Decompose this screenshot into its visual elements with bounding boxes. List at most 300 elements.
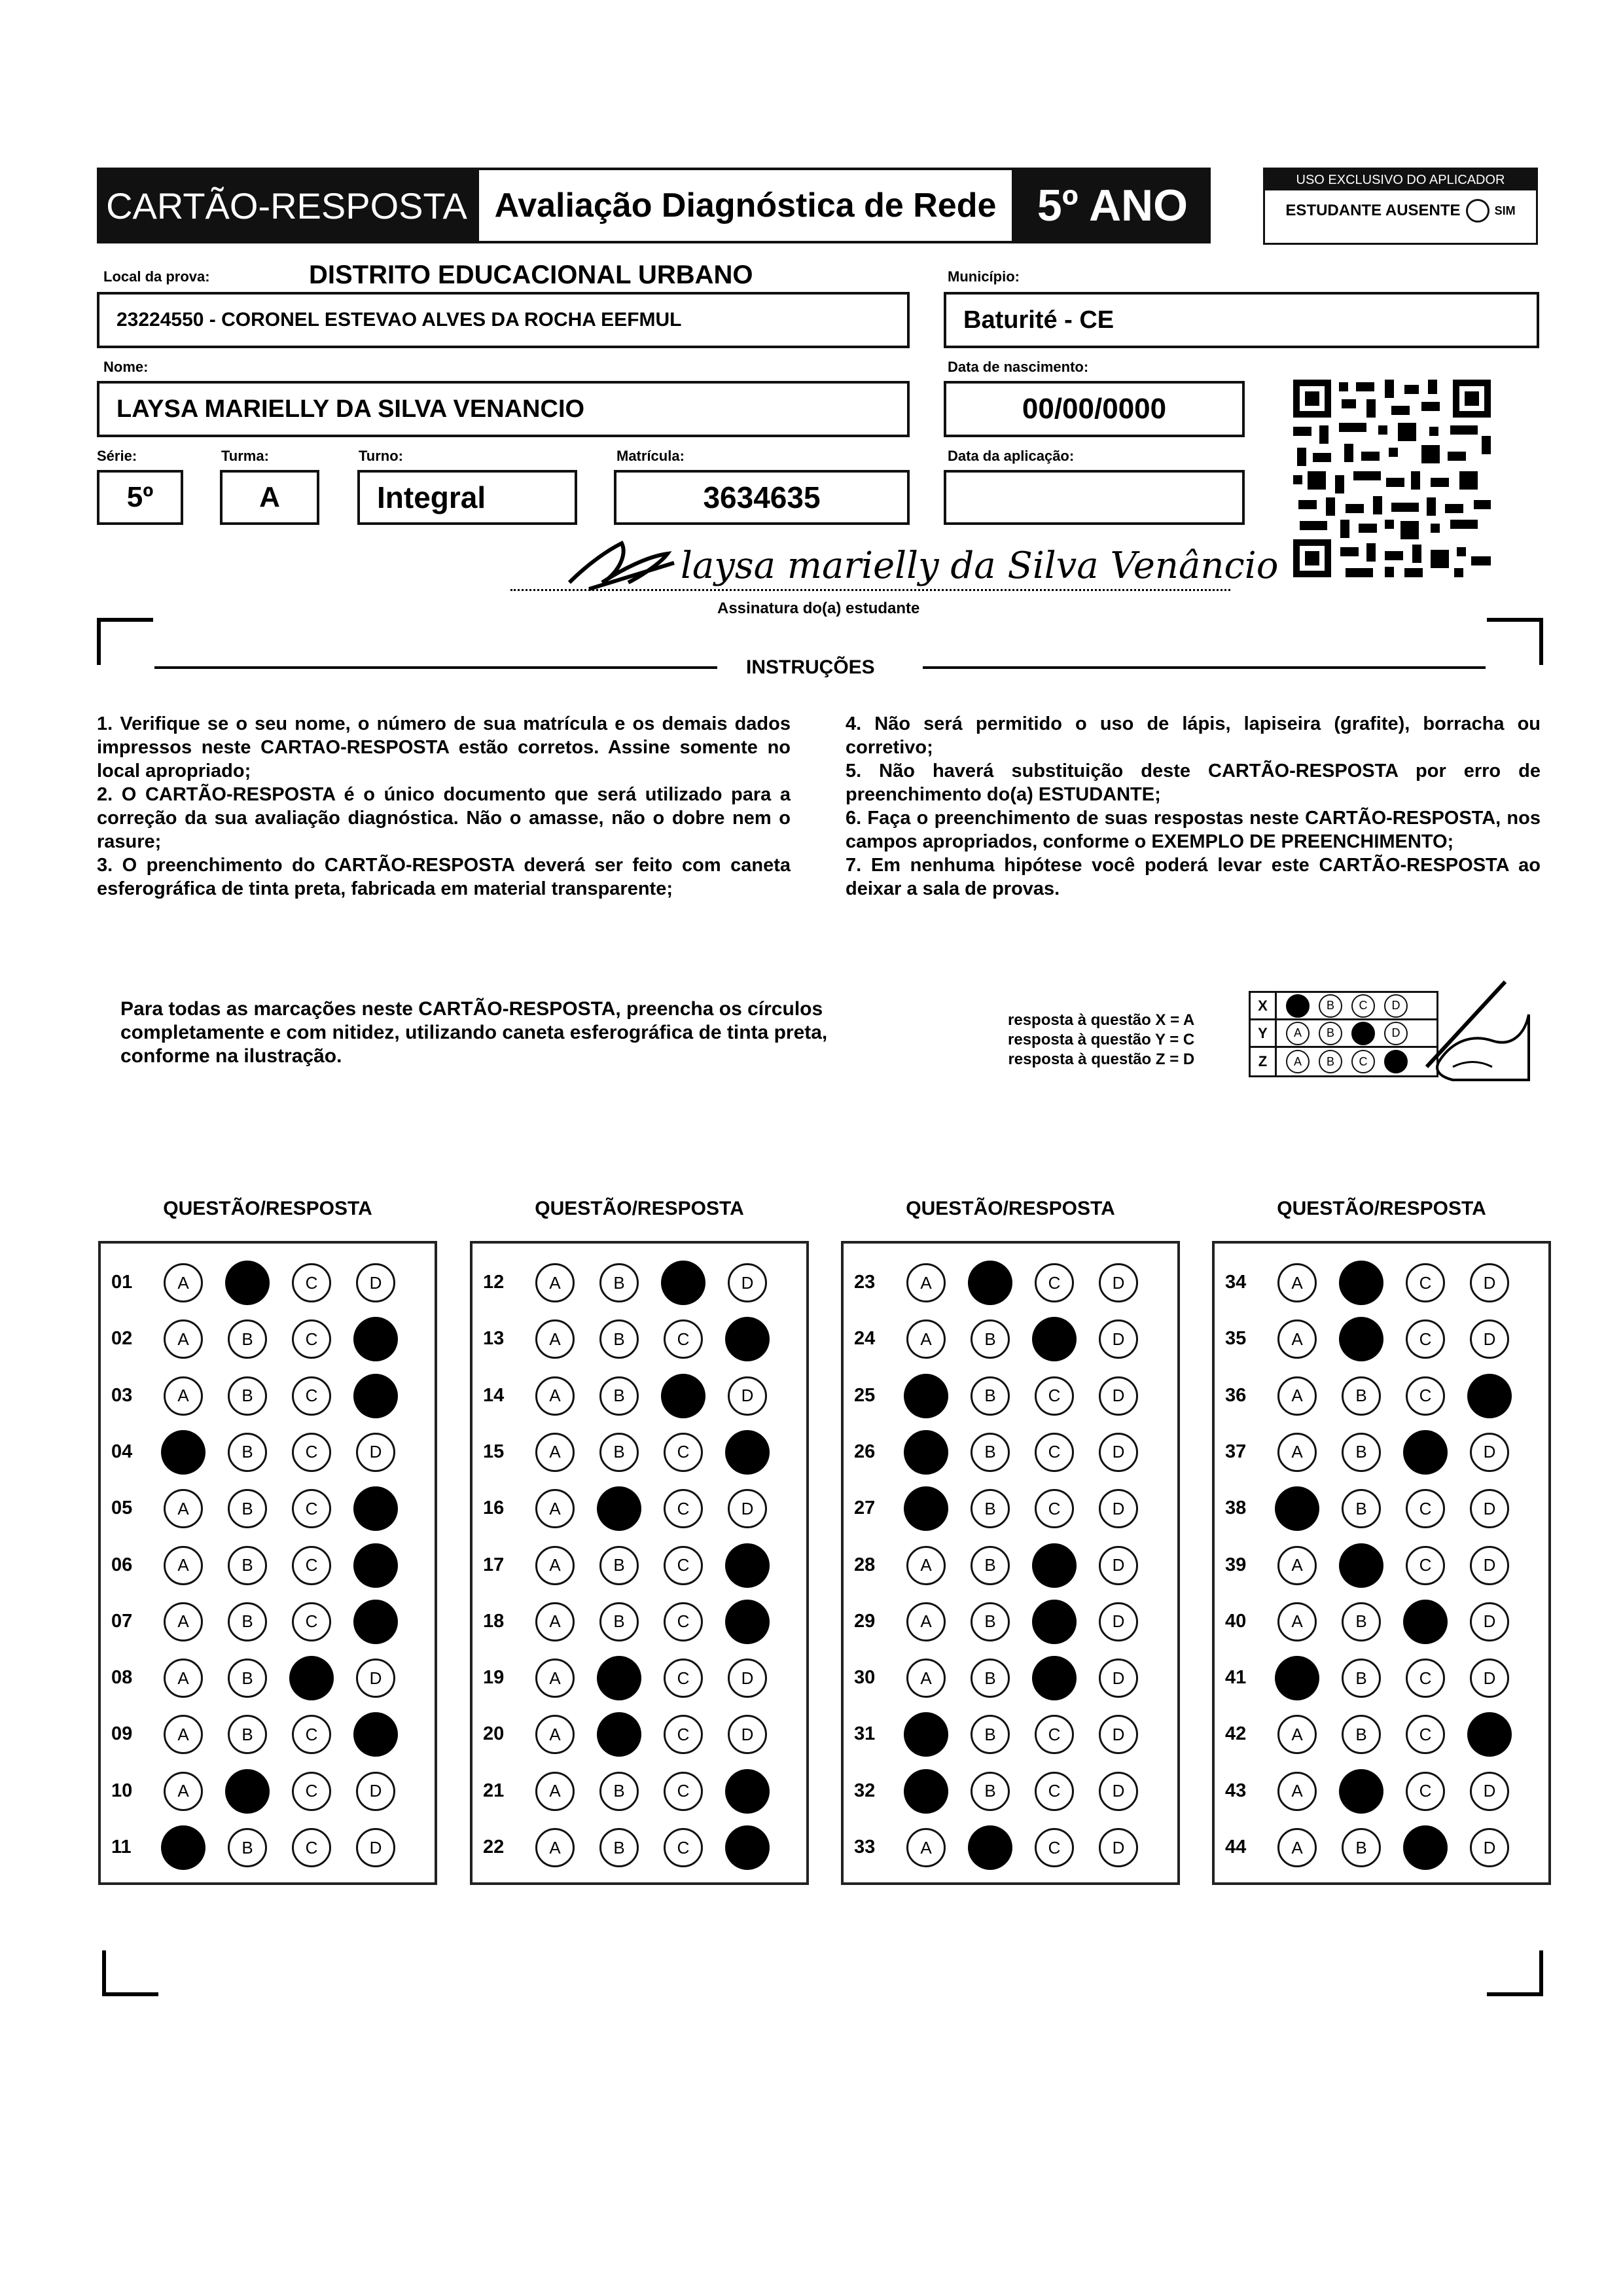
answer-bubble-b[interactable]: B: [228, 1715, 267, 1754]
example-row-y: [1251, 1020, 1436, 1048]
answer-bubble-a[interactable]: A: [535, 1546, 575, 1585]
answer-bubble-a[interactable]: A: [906, 1602, 946, 1641]
question-number: 31: [854, 1723, 876, 1745]
question-number: 32: [854, 1780, 876, 1801]
answer-bubble-b[interactable]: B: [599, 1376, 639, 1416]
answer-bubble-a[interactable]: A: [535, 1602, 575, 1641]
exam-title-text: Avaliação Diagnóstica de Rede: [494, 187, 997, 224]
answer-bubble-c[interactable]: C: [664, 1319, 703, 1359]
answer-bubble-a[interactable]: A: [164, 1489, 203, 1528]
nascimento-field: [944, 381, 1245, 437]
absent-checkbox[interactable]: [1466, 199, 1489, 223]
answer-bubble-d[interactable]: D: [1099, 1772, 1138, 1811]
answer-bubble-a[interactable]: [1275, 1486, 1319, 1531]
answer-bubble-b[interactable]: [1339, 1261, 1383, 1305]
matricula-label: Matrícula:: [616, 448, 685, 464]
answer-bubble-c[interactable]: C: [1406, 1489, 1445, 1528]
answer-bubble-a[interactable]: A: [535, 1319, 575, 1359]
example-row-label: Y: [1251, 1020, 1277, 1046]
answer-bubble-b[interactable]: [225, 1769, 270, 1814]
answer-bubble-b[interactable]: [968, 1825, 1012, 1870]
municipio-field: [944, 292, 1539, 348]
answer-bubble-c[interactable]: C: [1406, 1546, 1445, 1585]
answer-bubble-b[interactable]: B: [599, 1263, 639, 1302]
answer-bubble-a[interactable]: [161, 1430, 205, 1475]
answer-bubble-a[interactable]: A: [164, 1602, 203, 1641]
applicator-only-label: USO EXCLUSIVO DO APLICADOR: [1265, 170, 1536, 190]
question-number: 15: [483, 1441, 505, 1462]
answer-bubble-a[interactable]: [1275, 1656, 1319, 1700]
question-number: 23: [854, 1272, 876, 1293]
hand-pen-icon: [1414, 969, 1531, 1086]
grade-text: 5º ANO: [1037, 181, 1188, 230]
question-number: 19: [483, 1667, 505, 1689]
answer-bubble-b[interactable]: B: [228, 1319, 267, 1359]
example-grid: [1249, 991, 1438, 1077]
question-number: 04: [111, 1441, 133, 1462]
column-header: QUESTÃO/RESPOSTA: [1277, 1198, 1486, 1219]
answer-bubble-c[interactable]: [1032, 1317, 1077, 1361]
example-option-c: C: [1351, 1050, 1375, 1073]
applicator-box: [1263, 168, 1538, 245]
answer-bubble-a[interactable]: A: [1277, 1715, 1317, 1754]
answer-bubble-d[interactable]: [353, 1374, 398, 1418]
exam-title: [476, 168, 1014, 243]
answer-bubble-c[interactable]: C: [1406, 1263, 1445, 1302]
answer-bubble-b[interactable]: B: [599, 1319, 639, 1359]
answer-bubble-d[interactable]: D: [1099, 1546, 1138, 1585]
question-number: 07: [111, 1610, 133, 1632]
answer-bubble-d[interactable]: D: [1470, 1546, 1509, 1585]
answer-bubble-a[interactable]: A: [164, 1546, 203, 1585]
question-number: 29: [854, 1610, 876, 1632]
answer-bubble-c[interactable]: [661, 1261, 705, 1305]
answer-bubble-b[interactable]: [1339, 1769, 1383, 1814]
answer-bubble-a[interactable]: A: [1277, 1546, 1317, 1585]
example-text: Para todas as marcações neste CARTÃO-RESPOSTA, preencha os círculos completamente e com nitidez, utilizando caneta esferográfica de tinta preta, conforme na ilustração.: [120, 998, 828, 1067]
answer-bubble-d[interactable]: D: [1470, 1659, 1509, 1698]
example-option-d: D: [1384, 1022, 1408, 1045]
example-option-a: A: [1286, 1050, 1310, 1073]
answer-bubble-b[interactable]: [597, 1486, 641, 1531]
answer-bubble-b[interactable]: B: [1342, 1489, 1381, 1528]
answer-bubble-d[interactable]: D: [1470, 1489, 1509, 1528]
question-number: 14: [483, 1384, 505, 1406]
answer-bubble-d[interactable]: D: [1099, 1602, 1138, 1641]
question-number: 27: [854, 1498, 876, 1519]
question-number: 43: [1225, 1780, 1247, 1801]
column-header: QUESTÃO/RESPOSTA: [906, 1198, 1115, 1219]
answer-bubble-d[interactable]: D: [356, 1263, 395, 1302]
question-number: 05: [111, 1498, 133, 1519]
answer-bubble-a[interactable]: A: [1277, 1319, 1317, 1359]
answer-bubble-c[interactable]: C: [1035, 1828, 1074, 1867]
answer-bubble-b[interactable]: B: [599, 1433, 639, 1472]
answer-bubble-b[interactable]: B: [1342, 1659, 1381, 1698]
answer-bubble-d[interactable]: D: [1099, 1489, 1138, 1528]
answer-bubble-c[interactable]: [1403, 1600, 1448, 1644]
answer-bubble-a[interactable]: [904, 1769, 948, 1814]
answer-bubble-b[interactable]: B: [599, 1828, 639, 1867]
example-option-b: B: [1319, 1050, 1342, 1073]
answer-bubble-d[interactable]: D: [356, 1772, 395, 1811]
aplicacao-field: [944, 470, 1245, 525]
answer-bubble-a[interactable]: A: [164, 1659, 203, 1698]
answer-bubble-d[interactable]: D: [728, 1659, 767, 1698]
question-number: 03: [111, 1384, 133, 1406]
answer-bubble-b[interactable]: B: [971, 1602, 1010, 1641]
qr-code: [1293, 380, 1491, 577]
question-number: 24: [854, 1328, 876, 1350]
card-title: [97, 168, 476, 243]
local-value: DISTRITO EDUCACIONAL URBANO: [309, 260, 753, 289]
answer-bubble-a[interactable]: [904, 1486, 948, 1531]
answer-bubble-b[interactable]: [597, 1712, 641, 1757]
answer-bubble-a[interactable]: [161, 1825, 205, 1870]
question-number: 08: [111, 1667, 133, 1689]
answer-bubble-a[interactable]: A: [164, 1772, 203, 1811]
column-header: QUESTÃO/RESPOSTA: [535, 1198, 744, 1219]
answer-bubble-a[interactable]: A: [906, 1659, 946, 1698]
answer-bubble-b[interactable]: B: [228, 1376, 267, 1416]
answer-bubble-b[interactable]: B: [228, 1433, 267, 1472]
turno-field: [357, 470, 577, 525]
answer-bubble-c[interactable]: C: [1035, 1489, 1074, 1528]
example-option-c: C: [1351, 994, 1375, 1018]
grade-badge: [1014, 168, 1211, 243]
answer-bubble-c[interactable]: C: [292, 1546, 331, 1585]
answer-bubble-d[interactable]: D: [1470, 1602, 1509, 1641]
answer-bubble-a[interactable]: A: [535, 1489, 575, 1528]
question-number: 35: [1225, 1328, 1247, 1350]
answer-bubble-b[interactable]: [1339, 1317, 1383, 1361]
answer-bubble-a[interactable]: A: [1277, 1602, 1317, 1641]
answer-bubble-c[interactable]: C: [1406, 1772, 1445, 1811]
instructions-rule-left: [154, 666, 717, 669]
answer-bubble-a[interactable]: [904, 1374, 948, 1418]
answer-bubble-d[interactable]: D: [1470, 1319, 1509, 1359]
answer-bubble-d[interactable]: D: [1470, 1433, 1509, 1472]
corner-mark-bottom-right: [1487, 1992, 1543, 1996]
answer-bubble-d[interactable]: [1467, 1374, 1512, 1418]
answer-bubble-c[interactable]: [1032, 1656, 1077, 1700]
nascimento-value: 00/00/0000: [1022, 393, 1167, 425]
answer-bubble-b[interactable]: B: [1342, 1376, 1381, 1416]
question-number: 34: [1225, 1272, 1247, 1293]
question-number: 39: [1225, 1554, 1247, 1575]
answer-bubble-c[interactable]: C: [292, 1715, 331, 1754]
serie-label: Série:: [97, 448, 137, 464]
answer-bubble-d[interactable]: D: [1099, 1263, 1138, 1302]
question-number: 13: [483, 1328, 505, 1350]
answer-bubble-b[interactable]: B: [971, 1433, 1010, 1472]
answer-bubble-a[interactable]: A: [164, 1715, 203, 1754]
answer-bubble-b[interactable]: B: [971, 1489, 1010, 1528]
answer-bubble-c[interactable]: C: [1406, 1376, 1445, 1416]
example-option-b: B: [1319, 994, 1342, 1018]
school-field: [97, 292, 910, 348]
example-row-label: X: [1251, 993, 1277, 1018]
answer-bubble-a[interactable]: A: [535, 1715, 575, 1754]
answer-bubble-d[interactable]: [725, 1543, 770, 1588]
answer-bubble-b[interactable]: B: [599, 1602, 639, 1641]
answer-bubble-d[interactable]: D: [356, 1659, 395, 1698]
example-option-c: [1351, 1022, 1375, 1045]
question-number: 12: [483, 1272, 505, 1293]
question-number: 25: [854, 1384, 876, 1406]
municipio-value: Baturité - CE: [963, 306, 1115, 334]
question-number: 06: [111, 1554, 133, 1575]
answer-bubble-a[interactable]: [904, 1712, 948, 1757]
corner-mark-top-left: [97, 618, 153, 622]
answer-bubble-a[interactable]: A: [535, 1772, 575, 1811]
question-number: 01: [111, 1272, 133, 1293]
question-number: 37: [1225, 1441, 1247, 1462]
answer-bubble-b[interactable]: [1339, 1543, 1383, 1588]
answer-bubble-b[interactable]: [968, 1261, 1012, 1305]
answer-bubble-c[interactable]: C: [292, 1433, 331, 1472]
answer-bubble-b[interactable]: B: [971, 1546, 1010, 1585]
answer-bubble-d[interactable]: [725, 1769, 770, 1814]
answer-bubble-a[interactable]: A: [906, 1263, 946, 1302]
question-number: 02: [111, 1328, 133, 1350]
answer-bubble-d[interactable]: [725, 1600, 770, 1644]
question-number: 38: [1225, 1498, 1247, 1519]
answer-bubble-b[interactable]: B: [1342, 1828, 1381, 1867]
answer-bubble-a[interactable]: A: [164, 1319, 203, 1359]
signature-label: Assinatura do(a) estudante: [717, 600, 920, 617]
absent-yes-label: SIM: [1494, 204, 1516, 217]
answer-bubble-b[interactable]: B: [599, 1772, 639, 1811]
answer-bubble-d[interactable]: D: [1099, 1376, 1138, 1416]
answer-bubble-c[interactable]: C: [292, 1489, 331, 1528]
question-number: 40: [1225, 1610, 1247, 1632]
answer-bubble-b[interactable]: [597, 1656, 641, 1700]
instructions-left: 1. Verifique se o seu nome, o número de sua matrícula e os demais dados impressos neste CARTAO-RESPOSTA estão corretos. Assine somente no local apropriado; 2. O CARTÃO-RESPOSTA é o único documento que será utilizado para a correção da sua avaliação diagnóstica. Não o amasse, não o dobre nem o rasure; 3. O preenchimento do CARTÃO-RESPOSTA deverá ser feito com caneta esferográfica de tinta preta, fabricada em material transparente;: [97, 713, 791, 899]
answer-bubble-b[interactable]: B: [971, 1772, 1010, 1811]
answer-bubble-d[interactable]: [725, 1430, 770, 1475]
answer-bubble-c[interactable]: C: [664, 1602, 703, 1641]
example-option-d: D: [1384, 994, 1408, 1018]
answer-bubble-d[interactable]: D: [728, 1376, 767, 1416]
absent-label: ESTUDANTE AUSENTE: [1285, 202, 1461, 219]
answer-bubble-d[interactable]: [353, 1486, 398, 1531]
answer-bubble-c[interactable]: C: [664, 1772, 703, 1811]
answer-bubble-c[interactable]: [1403, 1825, 1448, 1870]
answer-bubble-a[interactable]: A: [535, 1659, 575, 1698]
example-row-x: [1251, 993, 1436, 1020]
legend-line-x: resposta à questão X = A: [1008, 1011, 1195, 1029]
example-option-b: B: [1319, 1022, 1342, 1045]
answer-bubble-c[interactable]: C: [1406, 1659, 1445, 1698]
answer-bubble-c[interactable]: [1403, 1430, 1448, 1475]
answer-bubble-c[interactable]: C: [292, 1319, 331, 1359]
answer-bubble-b[interactable]: B: [1342, 1433, 1381, 1472]
answer-bubble-c[interactable]: C: [664, 1715, 703, 1754]
local-label: Local da prova:: [103, 268, 210, 285]
legend-line-z: resposta à questão Z = D: [1008, 1050, 1195, 1068]
answer-bubble-d[interactable]: D: [1470, 1828, 1509, 1867]
answer-bubble-b[interactable]: B: [228, 1602, 267, 1641]
answer-bubble-d[interactable]: D: [728, 1263, 767, 1302]
answer-bubble-a[interactable]: [904, 1430, 948, 1475]
matricula-value: 3634635: [703, 480, 821, 514]
answer-bubble-d[interactable]: [725, 1825, 770, 1870]
answer-bubble-c[interactable]: C: [1406, 1319, 1445, 1359]
question-number: 20: [483, 1723, 505, 1745]
answer-bubble-c[interactable]: [661, 1374, 705, 1418]
school-value: 23224550 - CORONEL ESTEVAO ALVES DA ROCHA EEFMUL: [116, 309, 682, 331]
question-number: 22: [483, 1837, 505, 1857]
answer-bubble-a[interactable]: A: [1277, 1433, 1317, 1472]
answer-bubble-b[interactable]: B: [1342, 1602, 1381, 1641]
answer-bubble-c[interactable]: C: [1035, 1772, 1074, 1811]
answer-bubble-c[interactable]: [1032, 1600, 1077, 1644]
column-header: QUESTÃO/RESPOSTA: [163, 1198, 372, 1219]
corner-mark-bottom-left-vertical: [102, 1950, 106, 1996]
answer-bubble-a[interactable]: A: [164, 1376, 203, 1416]
answer-bubble-a[interactable]: A: [1277, 1263, 1317, 1302]
answer-bubble-c[interactable]: C: [664, 1489, 703, 1528]
example-option-a: A: [1286, 1022, 1310, 1045]
answer-bubble-c[interactable]: C: [664, 1659, 703, 1698]
question-number: 41: [1225, 1667, 1247, 1689]
answer-bubble-b[interactable]: B: [971, 1659, 1010, 1698]
nome-value: LAYSA MARIELLY DA SILVA VENANCIO: [116, 395, 585, 423]
card-title-text: CARTÃO-RESPOSTA: [106, 185, 467, 226]
instructions-rule-right: [923, 666, 1486, 669]
answer-bubble-d[interactable]: D: [1099, 1715, 1138, 1754]
answer-bubble-a[interactable]: A: [535, 1376, 575, 1416]
turno-value: Integral: [377, 480, 486, 514]
answer-bubble-b[interactable]: B: [971, 1319, 1010, 1359]
answer-bubble-c[interactable]: C: [1035, 1715, 1074, 1754]
question-number: 17: [483, 1554, 505, 1575]
example-row-label: Z: [1251, 1048, 1277, 1075]
serie-value: 5º: [126, 481, 154, 513]
answer-bubble-d[interactable]: [1467, 1712, 1512, 1757]
answer-bubble-c[interactable]: C: [1035, 1433, 1074, 1472]
corner-mark-top-left-vertical: [97, 618, 101, 665]
answer-bubble-c[interactable]: C: [664, 1546, 703, 1585]
turno-label: Turno:: [359, 448, 404, 464]
answer-bubble-d[interactable]: [353, 1600, 398, 1644]
turma-value: A: [259, 481, 280, 513]
corner-mark-top-right-vertical: [1539, 618, 1543, 665]
answer-bubble-a[interactable]: A: [1277, 1828, 1317, 1867]
answer-bubble-b[interactable]: B: [599, 1546, 639, 1585]
answer-bubble-d[interactable]: [353, 1317, 398, 1361]
answer-bubble-b[interactable]: B: [971, 1715, 1010, 1754]
answer-bubble-d[interactable]: D: [1470, 1263, 1509, 1302]
instructions-right: 4. Não será permitido o uso de lápis, lapiseira (grafite), borracha ou corretivo; 5. Não haverá substituição deste CARTÃO-RESPOSTA por erro de preenchimento do(a) ESTUDANTE; 6. Faça o preenchimento de suas respostas neste CARTÃO-RESPOSTA, nos campos apropriados, conforme o EXEMPLO DE PREENCHIMENTO; 7. Em nenhuma hipótese você poderá levar este CARTÃO-RESPOSTA ao deixar a sala de provas.: [846, 713, 1541, 899]
answer-bubble-d[interactable]: D: [728, 1715, 767, 1754]
corner-mark-bottom-right-vertical: [1539, 1950, 1543, 1996]
answer-bubble-d[interactable]: [353, 1543, 398, 1588]
answer-bubble-b[interactable]: [225, 1261, 270, 1305]
signature-scribble-icon: [563, 537, 694, 596]
matricula-field: [614, 470, 910, 525]
answer-bubble-b[interactable]: B: [971, 1376, 1010, 1416]
corner-mark-top-right: [1487, 618, 1543, 622]
answer-bubble-a[interactable]: A: [535, 1433, 575, 1472]
answer-bubble-a[interactable]: A: [1277, 1772, 1317, 1811]
answer-bubble-d[interactable]: D: [1099, 1433, 1138, 1472]
question-number: 16: [483, 1498, 505, 1519]
answer-bubble-c[interactable]: C: [1406, 1715, 1445, 1754]
answer-bubble-b[interactable]: B: [228, 1659, 267, 1698]
answer-bubble-c[interactable]: C: [292, 1376, 331, 1416]
answer-bubble-c[interactable]: [289, 1656, 334, 1700]
answer-bubble-b[interactable]: B: [228, 1489, 267, 1528]
serie-field: [97, 470, 183, 525]
nascimento-label: Data de nascimento:: [948, 359, 1089, 375]
answer-bubble-d[interactable]: [725, 1317, 770, 1361]
nome-field: [97, 381, 910, 437]
question-number: 42: [1225, 1723, 1247, 1745]
answer-bubble-c[interactable]: C: [292, 1772, 331, 1811]
answer-bubble-d[interactable]: D: [728, 1489, 767, 1528]
answer-bubble-d[interactable]: D: [1470, 1772, 1509, 1811]
question-number: 33: [854, 1837, 876, 1857]
answer-bubble-b[interactable]: B: [228, 1546, 267, 1585]
question-number: 30: [854, 1667, 876, 1689]
question-number: 18: [483, 1610, 505, 1632]
instructions-title: INSTRUÇÕES: [746, 656, 875, 678]
answer-bubble-d[interactable]: D: [356, 1828, 395, 1867]
answer-bubble-a[interactable]: A: [535, 1828, 575, 1867]
answer-bubble-a[interactable]: A: [535, 1263, 575, 1302]
answer-bubble-a[interactable]: A: [906, 1546, 946, 1585]
answer-bubble-c[interactable]: C: [664, 1828, 703, 1867]
answer-bubble-c[interactable]: [1032, 1543, 1077, 1588]
turma-label: Turma:: [221, 448, 269, 464]
question-number: 21: [483, 1780, 505, 1801]
question-number: 11: [111, 1837, 132, 1857]
answer-bubble-b[interactable]: B: [228, 1828, 267, 1867]
answer-bubble-a[interactable]: A: [164, 1263, 203, 1302]
corner-mark-bottom-left: [102, 1992, 158, 1996]
legend-line-y: resposta à questão Y = C: [1008, 1031, 1195, 1049]
question-number: 28: [854, 1554, 876, 1575]
answer-bubble-d[interactable]: D: [1099, 1659, 1138, 1698]
example-legend: [1008, 1011, 1194, 1069]
answer-bubble-a[interactable]: A: [906, 1319, 946, 1359]
answer-bubble-c[interactable]: C: [1035, 1263, 1074, 1302]
example-option-a: [1286, 994, 1310, 1018]
answer-bubble-c[interactable]: C: [1035, 1376, 1074, 1416]
answer-bubble-d[interactable]: D: [356, 1433, 395, 1472]
nome-label: Nome:: [103, 359, 149, 375]
answer-bubble-a[interactable]: A: [1277, 1376, 1317, 1416]
question-number: 10: [111, 1780, 133, 1801]
answer-bubble-c[interactable]: C: [292, 1263, 331, 1302]
answer-bubble-a[interactable]: A: [906, 1828, 946, 1867]
answer-bubble-c[interactable]: C: [292, 1602, 331, 1641]
question-number: 44: [1225, 1837, 1247, 1857]
example-row-z: [1251, 1048, 1436, 1075]
answer-bubble-d[interactable]: D: [1099, 1319, 1138, 1359]
answer-bubble-b[interactable]: B: [1342, 1715, 1381, 1754]
answer-bubble-c[interactable]: C: [664, 1433, 703, 1472]
turma-field: [220, 470, 319, 525]
answer-bubble-d[interactable]: D: [1099, 1828, 1138, 1867]
answer-bubble-d[interactable]: [353, 1712, 398, 1757]
aplicacao-label: Data da aplicação:: [948, 448, 1075, 464]
answer-bubble-c[interactable]: C: [292, 1828, 331, 1867]
question-number: 26: [854, 1441, 876, 1462]
question-number: 09: [111, 1723, 133, 1745]
